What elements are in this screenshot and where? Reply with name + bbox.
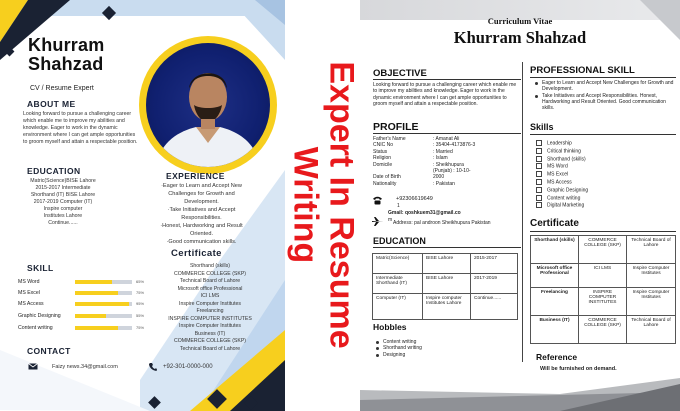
list-item: MS Access [536, 179, 588, 187]
table-cell: COMMERCE COLLEGE (SKP) [579, 236, 627, 264]
education-line: Inspire computer [43, 206, 83, 212]
certificate-line: COMMERCE COLLEGE (SKP) [173, 338, 247, 344]
skill-bar-fill [75, 291, 118, 295]
table-cell: Intermediate Shorthand (IT) [373, 274, 423, 294]
banner-line-2: Writing [286, 146, 325, 264]
education-heading: EDUCATION [27, 166, 81, 176]
profile-value: : Sheikhupura [433, 161, 464, 168]
profile-key: CNIC No [373, 142, 394, 149]
table-row [373, 294, 518, 320]
resume-left-panel [0, 0, 285, 411]
profile-key: Religion [373, 155, 392, 162]
cv-email-extra: m [388, 217, 393, 223]
table-row [531, 316, 676, 344]
list-item: Content writing [536, 195, 588, 203]
profile-value: : Married [433, 148, 453, 155]
skill-label: MS Excel [18, 290, 40, 296]
table-cell: Freelancing [531, 288, 579, 316]
table-cell: 2015-2017 [471, 254, 518, 274]
profile-underline [373, 133, 521, 134]
skills-underline [530, 134, 676, 135]
list-item: Designing [373, 352, 422, 358]
banner-vertical-text [285, 0, 360, 411]
cv-email: Gmail: qoshkuem31@gmail.co [388, 210, 461, 216]
skill-percent: 95% [136, 301, 145, 306]
education-table [372, 253, 518, 320]
table-cell: Inspire Computer Institutes [627, 264, 676, 288]
phone-icon [148, 362, 157, 371]
professional-skill-list [532, 80, 677, 111]
certificate-heading: Certificate [171, 248, 222, 259]
skill-bar-track [75, 280, 132, 284]
profile-key: Domicile [373, 161, 393, 168]
experience-line: ·Honest, Hardworking and Result [160, 223, 243, 229]
profile-list [373, 136, 521, 187]
list-item: Shorthand writing [373, 345, 422, 351]
table-cell: Continue...... [471, 294, 518, 320]
skills-heading: Skills [530, 122, 554, 132]
profile-key: Father's Name [373, 136, 406, 142]
contact-phone: +92-301-0000-000 [163, 364, 213, 370]
education-line: Continue...... [48, 220, 78, 226]
table-cell: Technical Board of Lahore [627, 316, 676, 344]
table-row [531, 288, 676, 316]
certificate-table [530, 235, 676, 344]
education-list [18, 178, 108, 227]
certificate-line: ICI LMS [200, 293, 220, 299]
resume-right-panel [360, 0, 680, 411]
list-item: Eager to Learn and Accept New Challenges for Growth and Development. [532, 80, 677, 93]
profile-key: Status [373, 148, 388, 155]
reference-text: Will be furnished on demand. [540, 366, 617, 372]
about-text: Looking forward to pursue a challenging career which enable me to improve my abilities and knowledge. Eager to work in the dynamic environment where I can get ample opportunities to groom myself and attain a respectable position. [23, 111, 138, 145]
table-row [373, 254, 518, 274]
skill-row [18, 313, 148, 320]
certificate-line: Technical Board of Lahore [179, 278, 241, 284]
experience-heading: EXPERIENCE [166, 171, 225, 181]
objective-underline [373, 79, 521, 80]
table-cell: Technical Board of Lahore [627, 236, 676, 264]
certificate-line: COMMERCE COLLEGE (SKP) [173, 270, 247, 277]
skill-percent: 55% [136, 313, 145, 318]
cv-phone: +92306619649 [396, 196, 433, 202]
plane-icon [372, 217, 383, 226]
skill-bar-fill [75, 326, 118, 330]
reference-heading: Reference [536, 352, 578, 362]
table-cell: Microsoft office Professional [531, 264, 579, 288]
list-item: Leadership [536, 140, 588, 148]
certificate-line: Shorthand (skills) [189, 263, 231, 269]
skill-label: Content writing [18, 325, 53, 331]
profile-value: : Islam [433, 155, 448, 162]
certificate-line: Business (IT) [194, 330, 226, 337]
profile-heading: PROFILE [373, 121, 419, 133]
profile-key: Date of Birth [373, 174, 401, 181]
table-cell: ICI LMS [579, 264, 627, 288]
list-item: MS Excel [536, 171, 588, 179]
list-item: Graphic Designing [536, 187, 588, 195]
professional-skill-underline [530, 77, 676, 78]
certificate-line: Inspire Computer Institutes [179, 323, 241, 329]
list-item: Content writing [373, 339, 422, 345]
skill-bar-fill [75, 302, 129, 306]
list-item: Critical thinking [536, 148, 588, 156]
table-cell: Shorthand (skills) [531, 236, 579, 264]
education-line: Shorthand (IT) BISE Lahore [30, 192, 96, 198]
skill-bar-track [75, 291, 132, 295]
education-underline [373, 247, 521, 248]
cv-name: Khurram Shahzad [453, 28, 587, 47]
certificate-heading: Certificate [530, 218, 579, 229]
professional-skill-heading: PROFESSIONAL SKILL [530, 65, 635, 76]
table-cell: INSPIRE COMPUTER INSTITUTES [579, 288, 627, 316]
phone-icon [372, 196, 383, 205]
certificate-line: Inspire Computer Institutes [179, 300, 241, 307]
table-cell: BISE Lahore [423, 274, 471, 294]
skill-label: MS Access [18, 301, 44, 307]
skill-bar-fill [75, 280, 112, 284]
table-cell: COMMERCE COLLEGE (SKP) [579, 316, 627, 344]
person-silhouette-icon [146, 43, 270, 167]
education-line: Institutes Lahore [43, 213, 83, 219]
skill-bar-track [75, 302, 132, 306]
table-cell: Matric(Science) [373, 254, 423, 274]
table-cell: Business (IT) [531, 316, 579, 344]
column-divider [522, 62, 523, 362]
list-item: Digital Marketing [536, 202, 588, 210]
table-row [531, 236, 676, 264]
resume-subtitle: CV / Resume Expert [30, 85, 94, 92]
decor-bottom-band [360, 378, 680, 411]
skill-bar-track [75, 314, 132, 318]
education-heading: EDUCATION [373, 236, 426, 246]
table-row [531, 264, 676, 288]
cv-phone-extra: 1 [397, 203, 400, 209]
name-last: Shahzad [28, 54, 104, 74]
profile-value: : 35404-4173876-3 [433, 142, 476, 149]
profile-value: (Punjab) : 10-10- [433, 168, 471, 175]
skill-row [18, 301, 148, 308]
objective-text: Looking forward to pursue a challenging career which enable me to improve my abilities and knowledge. Eager to work in the dynamic environment where I can get ample opportunities to groom myself and attain a respectable position. [373, 82, 517, 108]
contact-email: Faizy news.34@gmail.com [52, 364, 118, 370]
skill-label: Graphic Designing [18, 313, 61, 319]
experience-line: ·Eager to Learn and Accept New [161, 183, 242, 189]
table-row [373, 274, 518, 294]
banner-line-1: Expert In Resume [322, 61, 361, 349]
skill-percent: 65% [136, 279, 145, 284]
about-heading: ABOUT ME [27, 99, 76, 109]
certificate-list [150, 263, 270, 353]
education-line: Matric(Science)BISE Lahore [30, 178, 96, 184]
skill-row [18, 290, 148, 297]
certificate-underline [530, 231, 676, 232]
certificate-line: Freelancing [196, 308, 224, 314]
list-item: Shorthand (skills) [536, 156, 588, 164]
education-line: 2017-2019 Computer (IT) [33, 199, 93, 205]
profile-key: Nationality [373, 180, 397, 187]
contact-heading: CONTACT [27, 346, 71, 356]
table-cell: 2017-2019 [471, 274, 518, 294]
table-cell: Computer (IT) [373, 294, 423, 320]
profile-value: : Amanat Ali [433, 136, 460, 142]
profile-photo [146, 43, 270, 167]
skill-bar-fill [75, 314, 106, 318]
skill-heading: SKILL [27, 263, 54, 273]
skill-label: MS Word [18, 279, 40, 285]
skill-percent: 75% [136, 325, 145, 330]
experience-line: ·Good communication skills. [166, 239, 237, 245]
experience-list [134, 182, 269, 246]
table-cell: Inspire Computer Institutes [627, 288, 676, 316]
name-first: Khurram [28, 35, 105, 55]
list-item: Take Initiatives and Accept Responsibilities. Honest, Hardworking and Result Oriented. Good communication skills. [532, 93, 677, 112]
list-item: MS Word [536, 163, 588, 171]
hobbies-list [373, 339, 422, 358]
certificate-line: Microsoft office Professional [177, 285, 243, 292]
mail-icon [28, 363, 38, 370]
experience-line: Responsibilities. [181, 215, 222, 221]
table-cell: Inspire computer Institutes Lahore [423, 294, 471, 320]
skill-percent: 75% [136, 290, 145, 295]
profile-value: : Pakistan [433, 180, 455, 187]
experience-line: Challenges for Growth and [168, 191, 235, 197]
cv-address: Address: pal androon Sheikhupura Pakistan [393, 220, 491, 226]
certificate-line: Technical Board of Lahore [179, 345, 241, 352]
hobbies-heading: Hobbles [373, 322, 407, 332]
profile-value: 2000 [433, 174, 445, 181]
objective-heading: OBJECTIVE [373, 68, 427, 79]
skills-list [536, 140, 588, 210]
resume-name [28, 36, 104, 74]
experience-line: Development. [184, 199, 219, 205]
cv-title: Curriculum Vitae [487, 16, 553, 26]
experience-line: ·Take Initiatives and Accept [167, 207, 236, 213]
skill-row [18, 325, 148, 332]
experience-line: Oriented. [189, 231, 213, 237]
table-cell: BISE Lahore [423, 254, 471, 274]
skill-row [18, 279, 148, 286]
skill-bar-track [75, 326, 132, 330]
education-line: 2015-2017 Intermediate [35, 185, 91, 191]
profile-row [373, 181, 521, 187]
certificate-line: INSPIRE COMPUTER INSTITUTES [168, 315, 252, 322]
